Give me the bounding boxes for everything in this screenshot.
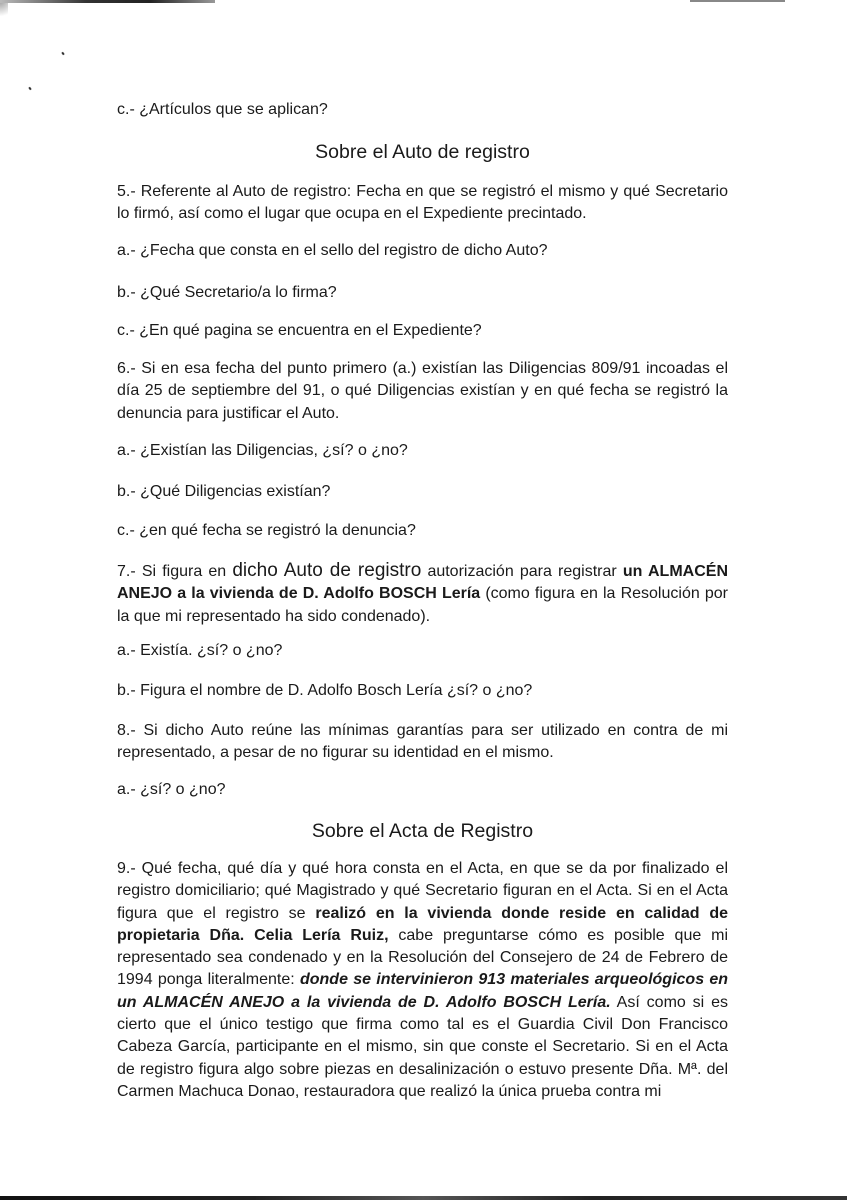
scan-artifact-top-edge-right <box>690 0 785 2</box>
question-9-text: Así como si es cierto que el único testigo que firma como tal es el Guardia Civil Don Francisco Cabeza García, participante en el mismo, sin que conste el Secretario. Si en el Acta de registro figura algo sobre piezas en desalinización o estuvo presente Dña. Mª. del Carmen Machuca Donao, restauradora que realizó la única prueba contra mi <box>117 993 728 1100</box>
question-9 <box>117 858 728 1103</box>
scan-speck <box>61 52 64 56</box>
question-7 <box>117 560 728 628</box>
scan-speck <box>28 87 31 91</box>
question-7-text: (como figura en la Resolución por la que mi representado ha sido condenado). <box>117 585 728 625</box>
scan-artifact-top-edge <box>0 0 215 3</box>
question-4c: c.- ¿Artículos que se aplican? <box>117 101 328 118</box>
question-7-bold: un ALMACÉN ANEJO a la vivienda de D. Adolfo BOSCH Lería <box>117 563 728 603</box>
question-5: 5.- Referente al Auto de registro: Fecha en que se registró el mismo y qué Secretario lo firmó, así como el lugar que ocupa en el Expediente precintado. <box>117 183 728 223</box>
question-6c: c.- ¿en qué fecha se registró la denuncia? <box>117 522 416 539</box>
section-heading-auto-de-registro: Sobre el Auto de registro <box>315 141 530 163</box>
question-5b: b.- ¿Qué Secretario/a lo firma? <box>117 284 337 301</box>
section-heading-acta-de-registro: Sobre el Acta de Registro <box>311 820 534 842</box>
question-6: 6.- Si en esa fecha del punto primero (a.) existían las Diligencias 809/91 incoadas el día 25 de septiembre del 91, o qué Diligencias existían y en qué fecha se registró la denuncia para justificar el Auto. <box>117 360 728 422</box>
question-7-emphasis: dicho Auto de registro <box>232 560 422 581</box>
question-6b: b.- ¿Qué Diligencias existían? <box>117 483 331 500</box>
question-7-text: 7.- Si figura en <box>117 563 233 580</box>
question-5c: c.- ¿En qué pagina se encuentra en el Expediente? <box>117 322 482 339</box>
question-9-bold: realizó en la vivienda donde reside en calidad de propietaria Dña. Celia Lería Ruiz, <box>117 904 728 944</box>
question-7-text: autorización para registrar <box>421 563 623 580</box>
scan-artifact-corner <box>0 0 8 22</box>
scan-artifact-bottom-edge <box>0 1196 847 1200</box>
question-5a: a.- ¿Fecha que consta en el sello del registro de dicho Auto? <box>117 242 548 259</box>
question-7b: b.- Figura el nombre de D. Adolfo Bosch Lería ¿sí? o ¿no? <box>117 682 533 699</box>
question-7a: a.- Existía. ¿sí? o ¿no? <box>117 642 283 659</box>
question-8a: a.- ¿sí? o ¿no? <box>117 781 226 798</box>
question-6a: a.- ¿Existían las Diligencias, ¿sí? o ¿no? <box>117 442 408 459</box>
question-9-bold-italic-quote: donde se intervinieron 913 materiales arqueológicos en un ALMACÉN ANEJO a la vivienda de D. Adolfo BOSCH Lería. <box>117 971 728 1011</box>
question-9-text: cabe preguntarse cómo es posible que mi representado sea condenado y en la Resolución del Consejero de 24 de Febrero de 1994 ponga literalmente: <box>117 926 728 989</box>
question-8: 8.- Si dicho Auto reúne las mínimas garantías para ser utilizado en contra de mi representado, a pesar de no figurar su identidad en el mismo. <box>117 722 728 762</box>
question-9-text: 9.- Qué fecha, qué día y qué hora consta en el Acta, en que se da por finalizado el registro domiciliario; qué Magistrado y qué Secretario figuran en el Acta. Si en el Acta figura que el registro se <box>117 860 728 922</box>
